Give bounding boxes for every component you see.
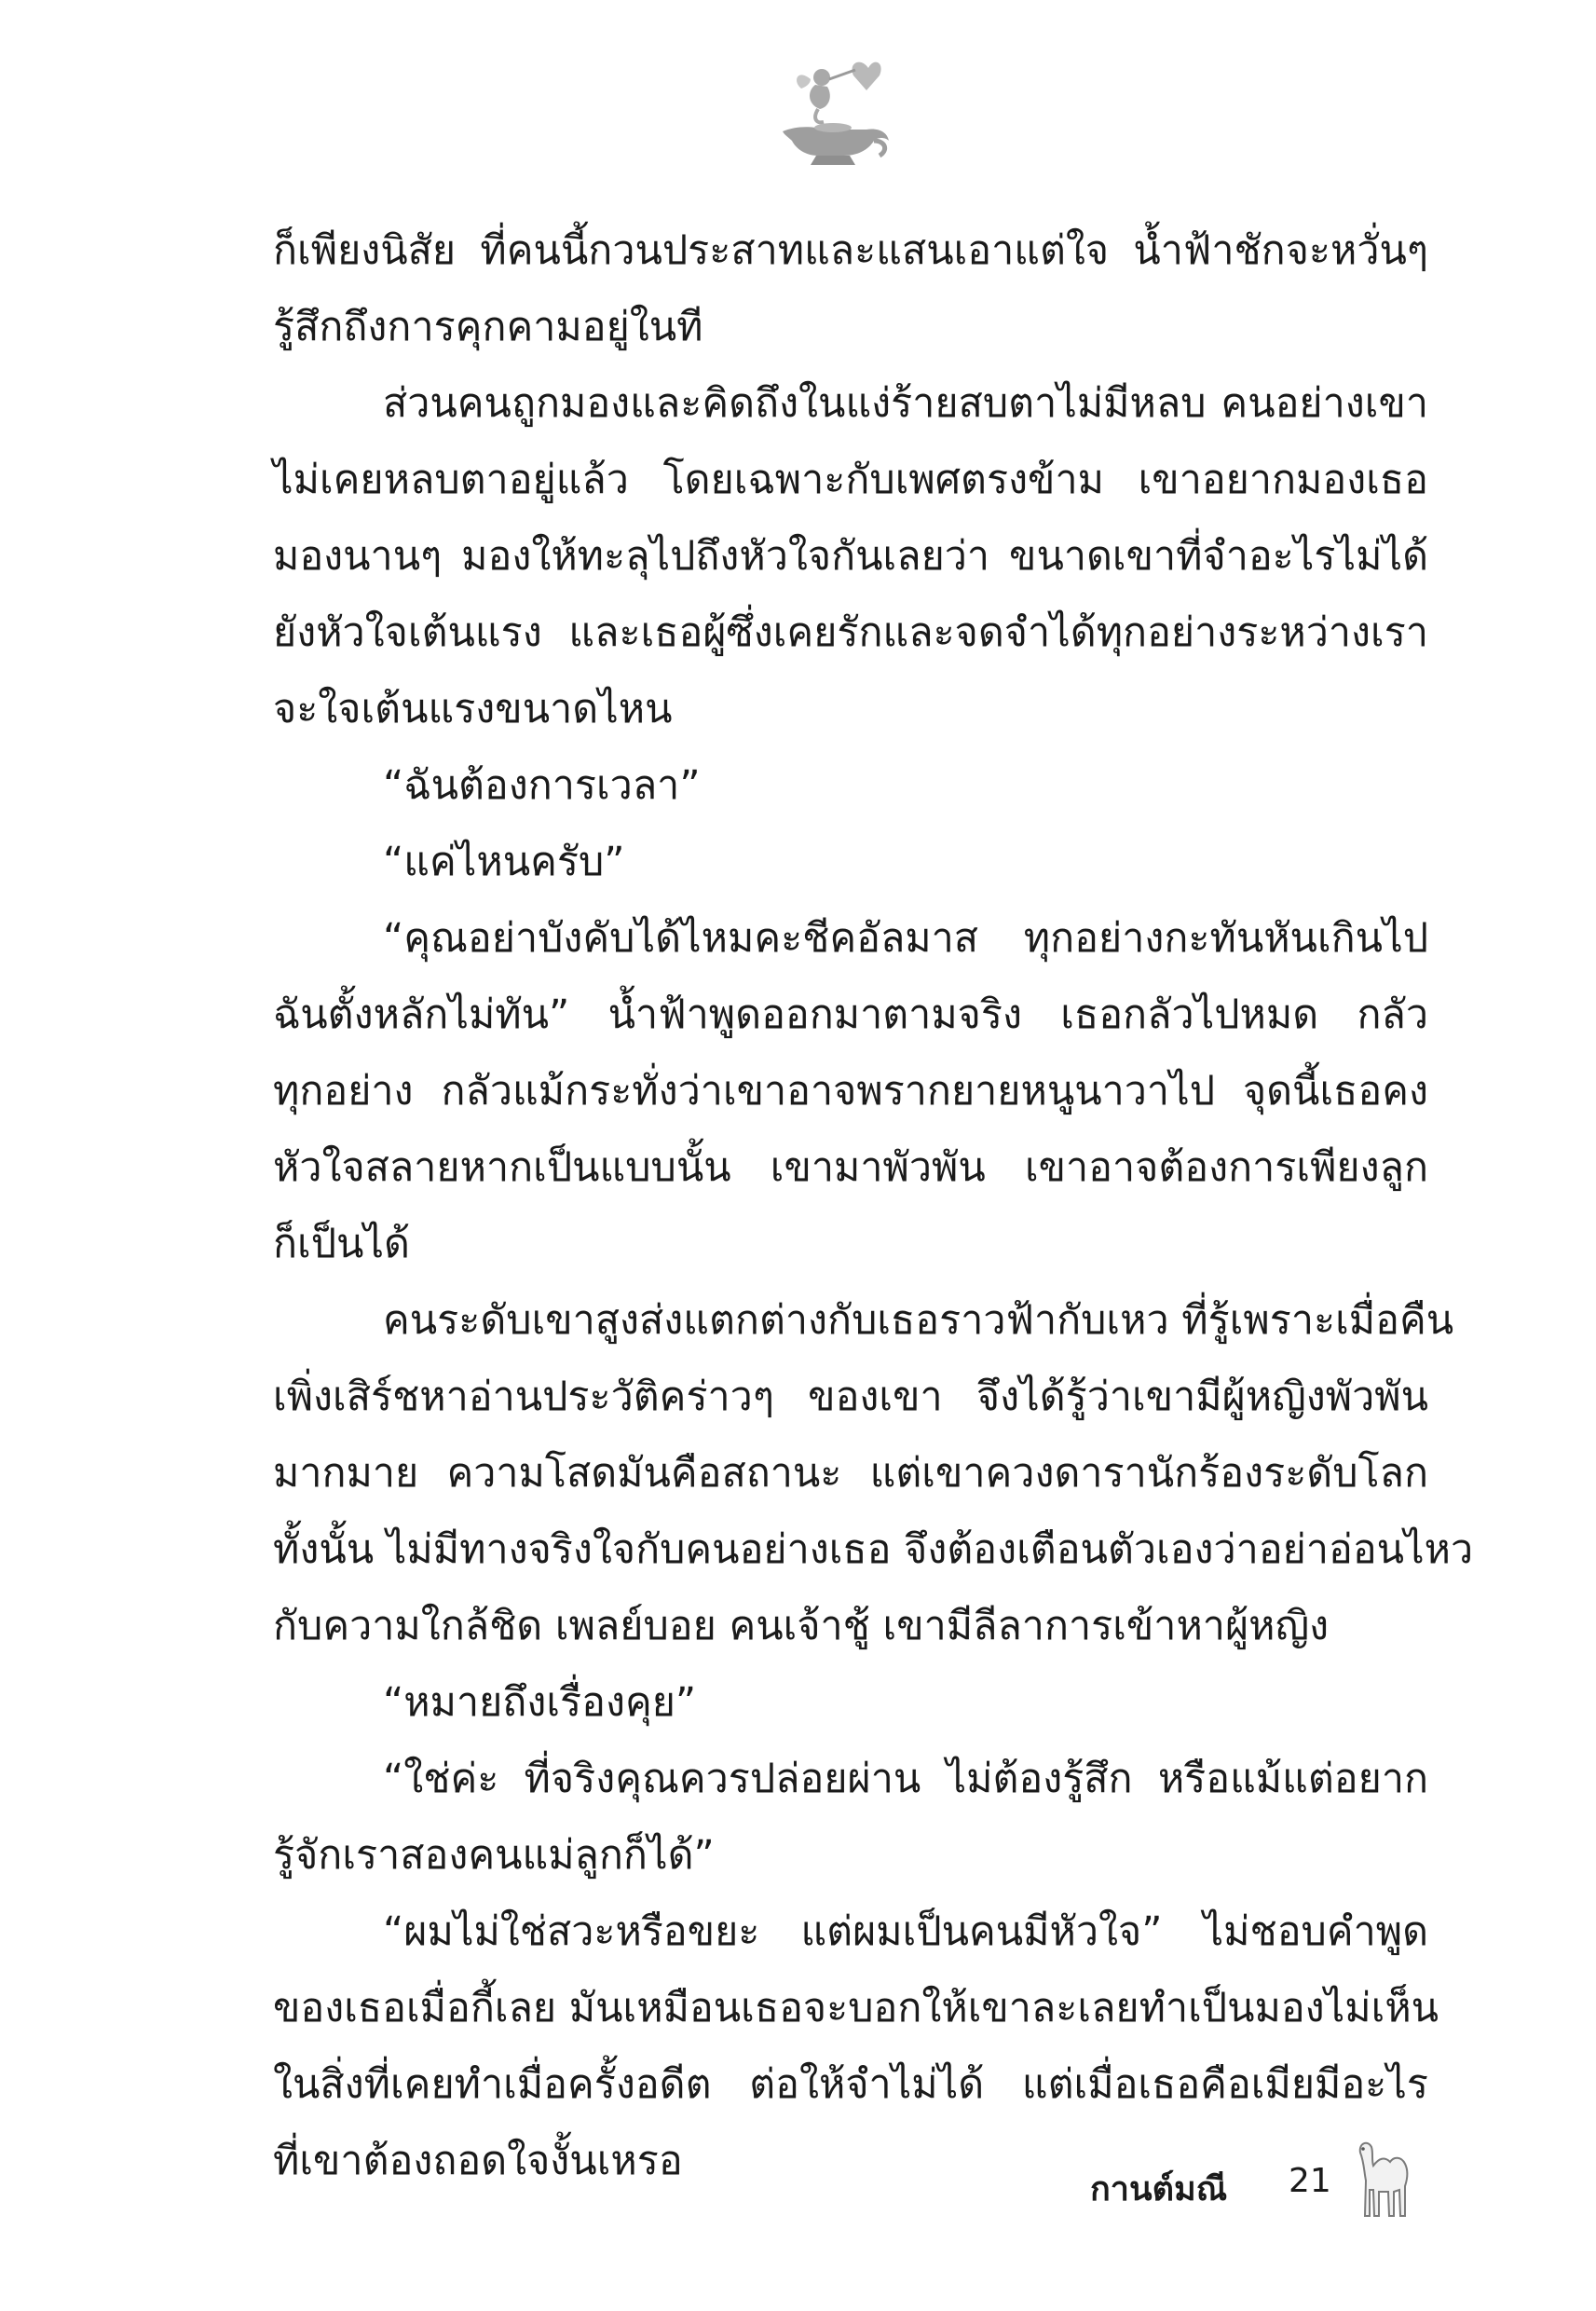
page-number: 21 bbox=[1289, 2162, 1331, 2200]
page-footer bbox=[0, 2134, 1596, 2236]
text-line: “คุณอย่าบังคับได้ไหมคะชีคอัลมาส ทุกอย่างกะทันหันเกินไป bbox=[383, 915, 1428, 962]
text-line: ก็เป็นได้ bbox=[273, 1221, 410, 1267]
text-line: ในสิ่งที่เคยทำเมื่อครั้งอดีต ต่อให้จำไม่ได้ แต่เมื่อเธอคือเมียมีอะไร bbox=[273, 2061, 1428, 2108]
text-line: ทุกอย่าง กลัวแม้กระทั่งว่าเขาอาจพรากยายหนูนาวาไป จุดนี้เธอคง bbox=[273, 1068, 1428, 1114]
body-text bbox=[273, 212, 1474, 2199]
text-line: ส่วนคนถูกมองและคิดถึงในแง่ร้ายสบตาไม่มีหลบ คนอย่างเขา bbox=[383, 380, 1428, 427]
text-line: รู้จักเราสองคนแม่ลูกก็ได้” bbox=[273, 1832, 715, 1879]
text-line: ไม่เคยหลบตาอยู่แล้ว โดยเฉพาะกับเพศตรงข้าม เขาอยากมองเธอ bbox=[273, 457, 1428, 503]
text-line: มองนานๆ มองให้ทะลุไปถึงหัวใจกันเลยว่า ขนาดเขาที่จำอะไรไม่ได้ bbox=[273, 533, 1428, 580]
text-line: “หมายถึงเรื่องคุย” bbox=[383, 1679, 697, 1726]
text-line: กับความใกล้ชิด เพลย์บอย คนเจ้าชู้ เขามีลีลาการเข้าหาผู้หญิง bbox=[273, 1603, 1330, 1649]
text-line: ที่เขาต้องถอดใจงั้นเหรอ bbox=[273, 2138, 683, 2184]
text-line: ฉันตั้งหลักไม่ทัน” น้ำฟ้าพูดออกมาตามจริง เธอกลัวไปหมด กลัว bbox=[273, 991, 1428, 1038]
text-line: เพิ่งเสิร์ชหาอ่านประวัติคร่าวๆ ของเขา จึงได้รู้ว่าเขามีผู้หญิงพัวพัน bbox=[273, 1374, 1428, 1420]
text-line: มากมาย ความโสดมันคือสถานะ แต่เขาควงดารานักร้องระดับโลก bbox=[273, 1450, 1428, 1497]
text-line: จะใจเต้นแรงขนาดไหน bbox=[273, 686, 673, 732]
text-line: ยังหัวใจเต้นแรง และเธอผู้ซึ่งเคยรักและจดจำได้ทุกอย่างระหว่างเรา bbox=[273, 609, 1428, 656]
text-line: ก็เพียงนิสัย ที่คนนี้กวนประสาทและแสนเอาแต่ใจ น้ำฟ้าชักจะหวั่นๆ bbox=[273, 227, 1428, 274]
book-title: กานต์มณี bbox=[1090, 2170, 1228, 2208]
text-line: หัวใจสลายหากเป็นแบบนั้น เขามาพัวพัน เขาอาจต้องการเพียงลูก bbox=[273, 1144, 1428, 1191]
text-line: คนระดับเขาสูงส่งแตกต่างกับเธอราวฟ้ากับเหว ที่รู้เพราะเมื่อคืน bbox=[383, 1297, 1454, 1344]
text-line: ของเธอเมื่อกี้เลย มันเหมือนเธอจะบอกให้เขาละเลยทำเป็นมองไม่เห็น bbox=[273, 1985, 1439, 2031]
text-line: “ใช่ค่ะ ที่จริงคุณควรปล่อยผ่าน ไม่ต้องรู้สึก หรือแม้แต่อยาก bbox=[383, 1756, 1428, 1802]
text-line: ทั้งนั้น ไม่มีทางจริงใจกับคนอย่างเธอ จึงต้องเตือนตัวเองว่าอย่าอ่อนไหว bbox=[273, 1526, 1474, 1573]
cupid-teapot-ornament-icon bbox=[764, 51, 904, 172]
text-line: “แค่ไหนครับ” bbox=[383, 839, 625, 885]
text-line: รู้สึกถึงการคุกคามอยู่ในที bbox=[273, 304, 703, 350]
text-line: “ผมไม่ใช่สวะหรือขยะ แต่ผมเป็นคนมีหัวใจ” ไม่ชอบคำพูด bbox=[383, 1908, 1428, 1955]
camel-icon bbox=[1351, 2134, 1416, 2222]
text-line: “ฉันต้องการเวลา” bbox=[383, 762, 701, 809]
